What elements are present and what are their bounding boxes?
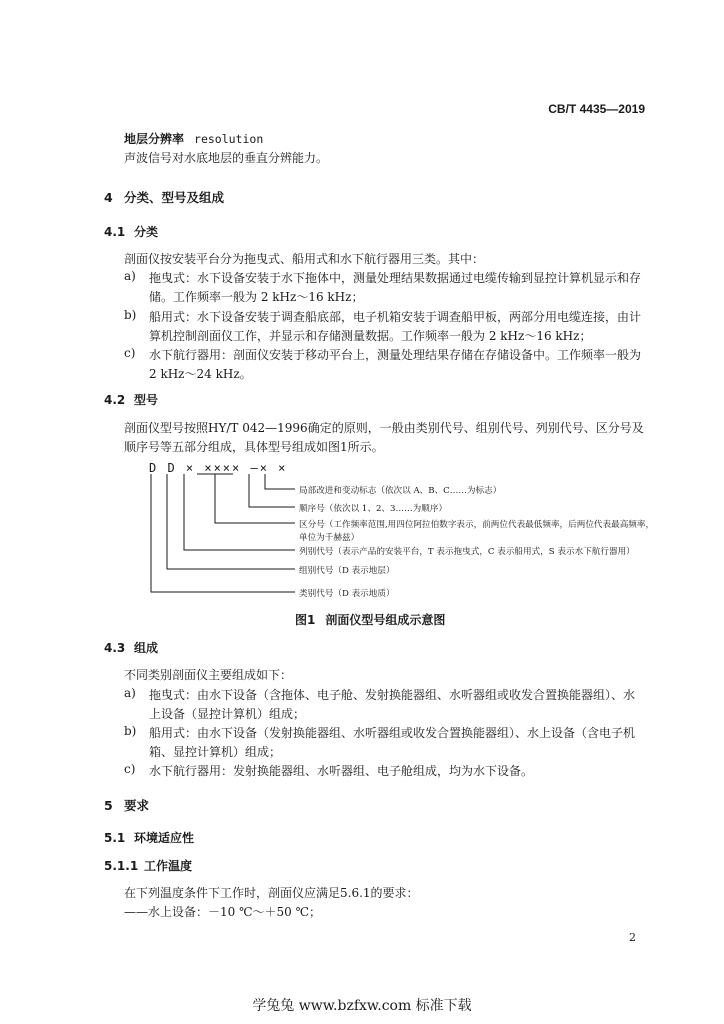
- list-item-marker: b): [124, 308, 137, 322]
- term-chinese: 地层分辨率: [124, 132, 185, 146]
- diagram-label-distinction-unit: 单位为千赫兹）: [299, 533, 360, 543]
- diagram-label-distinction: 区分号（工作频率范围,用四位阿拉伯数字表示，前两位代表最低频率，后两位代表最高频率，: [299, 520, 655, 530]
- section-4-1-number: 4.1: [104, 225, 126, 239]
- section-5-1-heading: [104, 829, 194, 846]
- term-definition: 声波信号对水底地层的垂直分辨能力。: [124, 151, 329, 165]
- list-item-line: 船用式：水下设备安装于调查船底部，电子机箱安装于调查船甲板，两部分用电缆连接，由计: [149, 310, 642, 324]
- section-4-title: 分类、型号及组成: [124, 190, 225, 205]
- bracket-line-sequence: [249, 474, 295, 507]
- page-number: 2: [629, 931, 636, 944]
- section-4-2-paragraph-line: 剖面仪型号按照HY/T 042—1996确定的原则，一般由类别代号、组别代号、列别代号、区分号及: [124, 421, 644, 435]
- diagram-label-series: 列别代号（表示产品的安装平台，T 表示拖曳式，C 表示船用式，S 表示水下航行器用）: [299, 547, 635, 557]
- standard-code: CB/T 4435—2019: [548, 102, 645, 116]
- model-code: D D × ×××× —× ×: [149, 461, 288, 475]
- figure-number: 图1: [295, 613, 316, 627]
- section-4-3-title: 组成: [134, 641, 159, 655]
- footer-watermark: 学兔兔 www.bzfxw.com 标准下载: [252, 998, 472, 1014]
- section-4-3-intro: 不同类别剖面仪主要组成如下：: [124, 668, 293, 682]
- section-4-1-title: 分类: [134, 225, 159, 239]
- section-4-2-number: 4.2: [104, 393, 126, 407]
- section-5-1-1-intro: 在下列温度条件下工作时，剖面仪应满足5.6.1的要求：: [124, 886, 419, 900]
- term-english: resolution: [194, 132, 264, 146]
- section-5-1-1-number: 5.1.1: [104, 859, 139, 873]
- section-4-number: 4: [104, 190, 113, 205]
- bracket-line-distinction: [215, 474, 295, 523]
- section-4-2-paragraph-line: 顺序号等五部分组成，具体型号组成如图1所示。: [124, 440, 384, 454]
- list-item-line: 2 kHz～24 kHz。: [149, 367, 252, 381]
- diagram-label-group: 组别代号（D 表示地层）: [299, 566, 395, 576]
- list-item-line: 船用式：由水下设备（发射换能器组、水听器组或收发合置换能器组）、水上设备（含电子机: [149, 726, 636, 740]
- section-5-1-1-title: 工作温度: [144, 859, 193, 873]
- list-item-line: 算机控制剖面仪工作，并显示和存储测量数据。工作频率一般为 2 kHz～16 kHz；: [149, 329, 592, 343]
- diagram-label-modification: 局部改进和变动标志（依次以 A、B、C……为标志）: [299, 486, 502, 496]
- section-4-1-intro: 剖面仪按安装平台分为拖曳式、船用式和水下航行器用三类。其中：: [124, 252, 485, 266]
- section-5-title: 要求: [124, 798, 150, 813]
- list-item-marker: c): [124, 762, 136, 776]
- diagram-label-category: 类别代号（D 表示地质）: [299, 589, 395, 599]
- list-item-marker: a): [124, 686, 136, 700]
- section-5-1-title: 环境适应性: [134, 831, 195, 845]
- section-4-3-heading: [104, 639, 158, 656]
- figure-caption: [295, 611, 445, 628]
- bracket-line-category: [151, 474, 295, 592]
- dash-list-item: ——水上设备：－10 ℃～＋50 ℃；: [124, 905, 322, 919]
- diagram-label-sequence: 顺序号（依次以 1、2、3……为顺序）: [299, 504, 448, 514]
- list-item-line: 拖曳式：由水下设备（含拖体、电子舱、发射换能器组、水听器组或收发合置换能器组）、水: [149, 688, 636, 702]
- list-item-line: 箱、显控计算机）组成；: [149, 745, 282, 759]
- section-5-number: 5: [104, 798, 113, 813]
- bracket-line-series: [184, 474, 295, 550]
- bracket-line-group: [167, 474, 295, 569]
- figure-title: 剖面仪型号组成示意图: [325, 613, 446, 627]
- list-item-line: 水下航行器用：发射换能器组、水听器组、电子舱组成，均为水下设备。: [149, 764, 534, 778]
- list-item-marker: a): [124, 269, 136, 283]
- bracket-line-modification: [265, 474, 295, 489]
- section-5-1-number: 5.1: [104, 831, 126, 845]
- section-5-1-1-heading: [104, 857, 192, 874]
- list-item-line: 拖曳式：水下设备安装于水下拖体中，测量处理结果数据通过电缆传输到显控计算机显示和存: [149, 271, 642, 285]
- section-4-2-title: 型号: [134, 393, 159, 407]
- list-item-line: 水下航行器用：剖面仪安装于移动平台上，测量处理结果存储在存储设备中。工作频率一般为: [149, 348, 642, 362]
- list-item-line: 储。工作频率一般为 2 kHz～16 kHz；: [149, 290, 364, 304]
- list-item-marker: c): [124, 346, 136, 360]
- section-5-heading: [104, 796, 149, 814]
- list-item-marker: b): [124, 724, 137, 738]
- section-4-3-number: 4.3: [104, 641, 126, 655]
- list-item-line: 上设备（显控计算机）组成；: [149, 707, 306, 721]
